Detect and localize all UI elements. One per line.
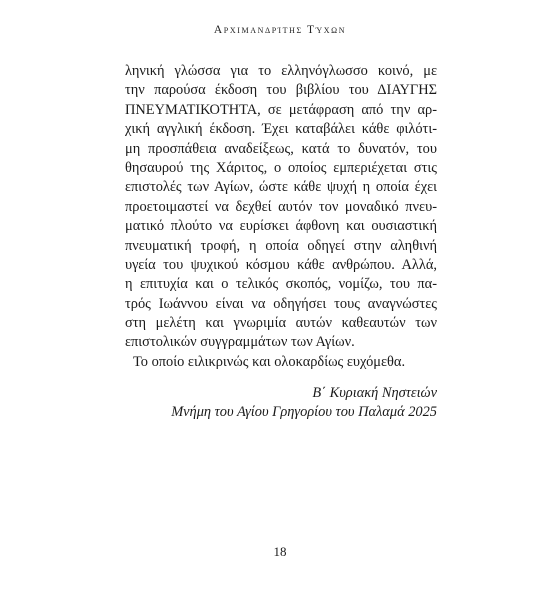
- text-line: ματικό πλούτο να ευρίσκει άφθονη και ουσιαστική: [125, 218, 437, 235]
- text-line: στη μελέτη και γνωριμία αυτών καθεαυτών των: [125, 315, 437, 332]
- text-line: θησαυρού της Χάριτος, ο οποίος εμπεριέχεται στις: [125, 159, 437, 176]
- text-line: πνευματική τροφή, η οποία οδηγεί στην αληθινή: [125, 237, 437, 254]
- text-line: μη προσπάθεια αναδείξεως, κατά το δυνατόν, του: [125, 140, 437, 157]
- text-line: η επιτυχία και ο τελικός σκοπός, νομίζω, του πα-: [125, 276, 437, 293]
- signature-date: Β΄ Κυριακή Νηστειών: [312, 385, 437, 401]
- body-text: [125, 62, 437, 372]
- text-line: επιστολές των Αγίων, ώστε κάθε ψυχή η οποία έχει: [125, 179, 437, 196]
- text-line: επιστολικών συγγραμμάτων των Αγίων.: [125, 334, 355, 351]
- text-line: χική αγγλική έκδοση. Έχει καταβάλει κάθε φιλότι-: [125, 121, 437, 138]
- running-head: Αρχιμανδρίτης Τύχων: [213, 24, 347, 36]
- text-line: την παρούσα έκδοση του βιβλίου του ΔΙΑΥΓΗΣ: [125, 82, 437, 99]
- text-line: προετοιμαστεί να δεχθεί αυτόν τον μοναδικό πνευ-: [125, 198, 437, 215]
- page-number: 18: [273, 544, 287, 559]
- signature-feast: Μνήμη του Αγίου Γρηγορίου του Παλαμά 2025: [171, 404, 437, 420]
- text-line: τρός Ιωάννου είναι να οδηγήσει τους αναγνώστες: [125, 295, 437, 312]
- closing-line: Το οποίο ειλικρινώς και ολοκαρδίως ευχόμεθα.: [133, 353, 406, 370]
- text-line: ληνική γλώσσα για το ελληνόγλωσσο κοινό, με: [125, 63, 437, 79]
- text-line: ΠΝΕΥΜΑΤΙΚΟΤΗΤΑ, σε μετάφραση από την αρ-: [125, 101, 437, 118]
- text-line: υγεία του ψυχικού κόσμου κάθε ανθρώπου. Αλλά,: [125, 256, 437, 273]
